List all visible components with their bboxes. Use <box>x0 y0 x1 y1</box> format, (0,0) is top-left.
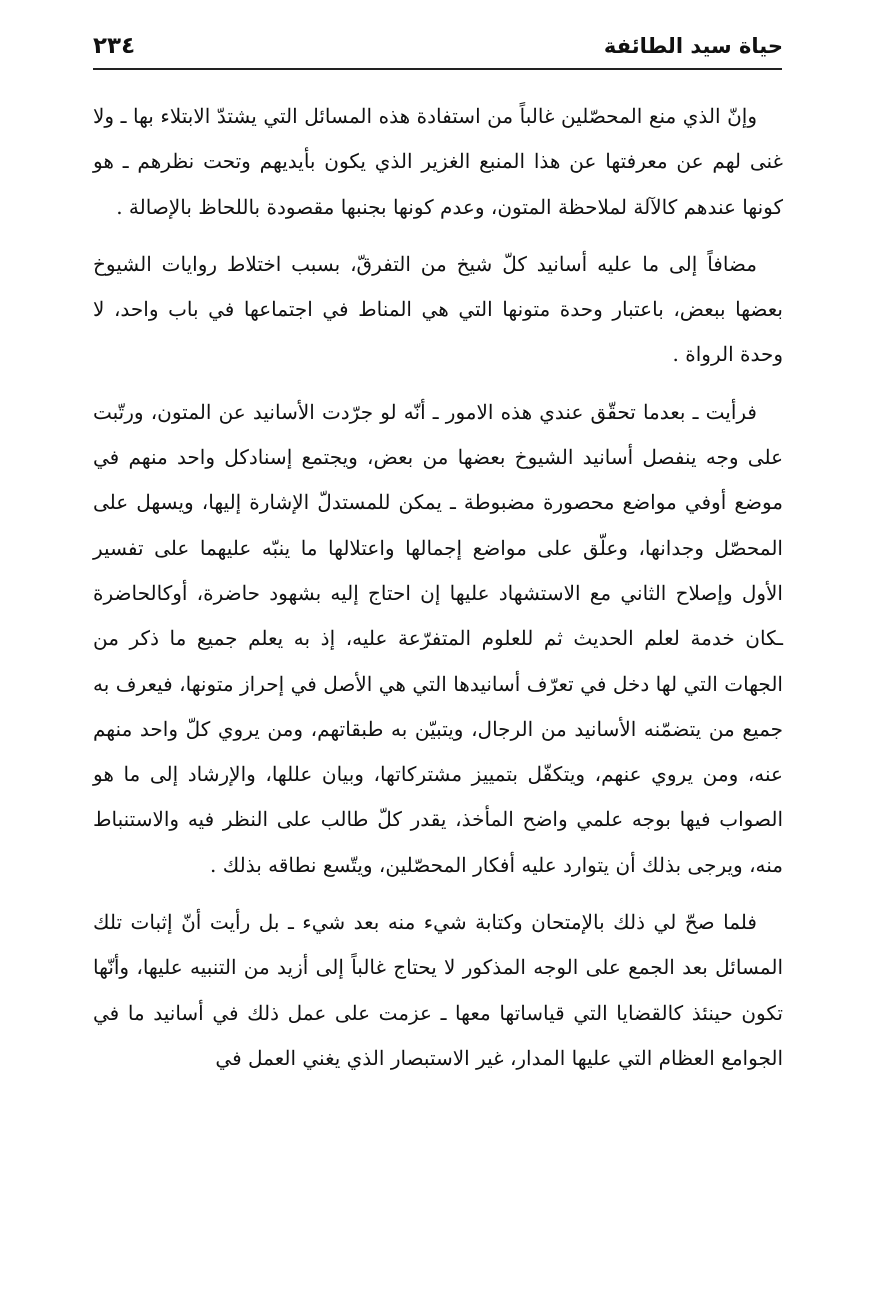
paragraph-1: وإنّ الذي منع المحصّلين غالباً من استفادة هذه المسائل التي يشتدّ الابتلاء بها ـ ولا غنى لهم عن معرفتها عن هذا المنبع الغزير الذي يكون بأيديهم وتحت نظرهم ـ هو كونها عندهم كالآلة لملاحظة المتون، وعدم كونها بجنبها مقصودة باللحاظ بالإصالة . <box>93 104 783 219</box>
page-number: ٢٣٤ <box>93 33 136 59</box>
body-text <box>93 94 783 1093</box>
paragraph-3: فرأيت ـ بعدما تحقّق عندي هذه الامور ـ أنّه لو جرّدت الأسانيد عن المتون، ورتّبت على وجه ينفصل أسانيد الشيوخ بعضها من بعض، ويجتمع إسنادكل واحد منهم في موضع أوفي مواضع محصورة مضبوطة ـ يمكن للمستدلّ الإشارة إليها، ويسهل على المحصّل وجدانها، وعلّق على مواضع إجمالها واعتلالها ما ينبّه عليهما على تفسير الأول وإصلاح الثاني مع الاستشهاد عليها إن احتاج إليه بشهود حاضرة، أوكالحاضرة ـكان خدمة لعلم الحديث ثم للعلوم المتفرّعة عليه، إذ به يعلم جميع ما ذكر من الجهات التي لها دخل في تعرّف أسانيدها التي هي الأصل في إحراز متونها، فيعرف به جميع من يتضمّنه الأسانيد من الرجال، ويتبيّن به طبقاتهم، ومن يروي كلّ واحد منهم عنه، ومن يروي عنهم، ويتكفّل بتمييز مشتركاتها، وبيان عللها، والإرشاد إلى ما هو الصواب فيها بوجه علمي واضح المأخذ، يقدر كلّ طالب على النظر فيه والاستنباط منه، ويرجى بذلك أن يتوارد عليه أفكار المحصّلين، ويتّسع نطاقه بذلك . <box>93 399 783 877</box>
paragraph-4: فلما صحّ لي ذلك بالإمتحان وكتابة شيء منه بعد شيء ـ بل رأيت أنّ إثبات تلك المسائل بعد الجمع على الوجه المذكور لا يحتاج غالباً إلى أزيد من التنبيه عليها، وأنّها تكون حينئذ كالقضايا التي قياساتها معها ـ عزمت على عمل ذلك في أسانيد ما في الجوامع العظام التي عليها المدار، غير الاستبصار الذي يغني العمل في <box>93 910 783 1070</box>
header-divider <box>93 68 782 70</box>
running-header <box>93 28 783 64</box>
book-title: حياة سيد الطائفة <box>603 34 783 58</box>
paragraph-2: مضافاً إلى ما عليه أسانيد كلّ شيخ من التفرقّ، بسبب اختلاط روايات الشيوخ بعضها ببعض، باعتبار وحدة متونها التي هي المناط في اجتماعها في باب واحد، لا وحدة الرواة . <box>93 251 783 367</box>
